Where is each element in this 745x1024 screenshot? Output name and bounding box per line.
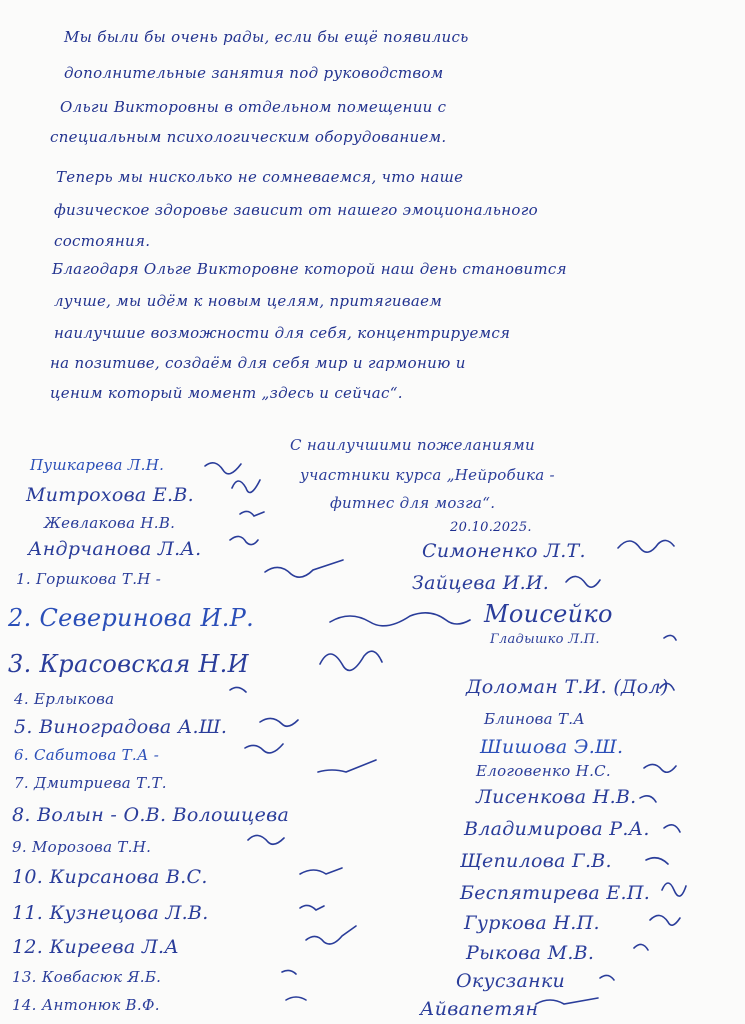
signature-mark	[300, 905, 324, 910]
letter-line: физическое здоровье зависит от нашего эмоционального	[54, 201, 538, 219]
signature-mark	[282, 970, 296, 974]
numbered-signature: 1. Горшкова Т.Н -	[16, 570, 162, 588]
numbered-signature: 13. Ковбасюк Я.Б.	[12, 968, 162, 986]
signature-name: Щепилова Г.В.	[460, 850, 612, 872]
signature-mark	[644, 764, 676, 772]
numbered-signature: 12. Киреева Л.А	[12, 936, 180, 958]
signature-mark	[536, 998, 598, 1004]
signature-mark	[205, 463, 241, 474]
numbered-signature: 10. Кирсанова В.С.	[12, 866, 208, 888]
signature-name: Зайцева И.И.	[412, 572, 550, 594]
letter-line: на позитиве, создаём для себя мир и гармонию и	[50, 354, 466, 372]
signature-mark	[320, 651, 382, 670]
date: 20.10.2025.	[450, 520, 532, 535]
signature-mark	[232, 480, 260, 493]
numbered-signature: 6. Сабитова Т.А -	[14, 746, 160, 764]
numbered-signature: 14. Антонюк В.Ф.	[12, 996, 160, 1014]
numbered-signature: 11. Кузнецова Л.В.	[12, 902, 209, 924]
closing-line: участники курса „Нейробика -	[300, 466, 555, 484]
signature-mark	[318, 760, 376, 772]
letter-line: состояния.	[54, 232, 151, 250]
numbered-signature: 5. Виноградова А.Ш.	[14, 716, 228, 738]
letter-line: дополнительные занятия под руководством	[64, 64, 444, 82]
signature-mark	[646, 858, 668, 864]
signature-mark	[330, 613, 470, 626]
signature-mark	[640, 796, 656, 802]
signature-mark	[600, 975, 614, 980]
numbered-signature: 3. Красовская Н.И	[8, 650, 249, 678]
signature-mark	[286, 997, 306, 1000]
signature-mark	[618, 540, 674, 552]
signature-mark	[265, 560, 343, 577]
signature-name: Доломан Т.И. (Дол)	[466, 676, 669, 698]
signature-name: Жевлакова Н.В.	[44, 514, 176, 532]
letter-line: специальным психологическим оборудованием.	[50, 128, 447, 146]
signature-mark	[566, 576, 600, 587]
signature-mark	[664, 825, 680, 832]
signature-name: Елоговенко Н.С.	[476, 762, 611, 780]
letter-line: Мы были бы очень рады, если бы ещё появились	[64, 28, 469, 46]
signature-mark	[634, 944, 648, 950]
signature-name: Окусзанки	[456, 970, 566, 992]
letter-line: ценим который момент „здесь и сейчас“.	[50, 384, 403, 402]
signature-mark	[248, 835, 284, 844]
signature-mark	[245, 744, 283, 753]
letter-line: Благодаря Ольге Викторовне которой наш день становится	[52, 260, 567, 278]
signature-mark	[240, 511, 264, 516]
signature-name: Айвапетян	[420, 998, 539, 1020]
signature-name: Гуркова Н.П.	[464, 912, 600, 934]
numbered-signature: 8. Волын - О.В. Волошцева	[12, 804, 290, 826]
signature-name: Владимирова Р.А.	[464, 818, 650, 840]
signature-name: Моисейко	[484, 600, 613, 628]
signature-name: Шишова Э.Ш.	[480, 736, 624, 758]
closing-line: фитнес для мозга“.	[330, 494, 496, 512]
signature-mark	[660, 683, 674, 690]
signature-mark	[664, 635, 676, 640]
closing-line: С наилучшими пожеланиями	[290, 436, 535, 454]
signature-name: Симоненко Л.Т.	[422, 540, 586, 562]
letter-line: лучше, мы идём к новым целям, притягиваем	[54, 292, 443, 310]
signature-name: Гладышко Л.П.	[490, 632, 600, 647]
signature-mark	[230, 687, 246, 692]
letter-line: наилучшие возможности для себя, концентрируемся	[54, 324, 511, 342]
signature-name: Митрохова Е.В.	[26, 484, 195, 506]
signature-mark	[306, 926, 356, 944]
numbered-signature: 4. Ерлыкова	[14, 690, 115, 708]
signature-name: Рыкова М.В.	[466, 942, 595, 964]
signature-name: Лисенкова Н.В.	[476, 786, 637, 808]
signature-mark	[300, 868, 342, 874]
letter-line: Ольги Викторовны в отдельном помещении с	[60, 98, 447, 116]
numbered-signature: 7. Дмитриева Т.Т.	[14, 774, 167, 792]
signature-name: Пушкарева Л.Н.	[30, 456, 165, 474]
numbered-signature: 9. Морозова Т.Н.	[12, 838, 152, 856]
signature-mark	[230, 536, 258, 544]
signature-name: Беспятирева Е.П.	[460, 882, 651, 904]
letter-line: Теперь мы нисколько не сомневаемся, что наше	[56, 168, 464, 186]
signature-mark	[662, 883, 686, 896]
signature-name: Блинова Т.А	[484, 710, 586, 728]
numbered-signature: 2. Северинова И.Р.	[8, 604, 254, 632]
signature-mark	[260, 718, 298, 726]
signature-name: Андрчанова Л.А.	[28, 538, 202, 560]
signature-mark	[650, 915, 680, 925]
